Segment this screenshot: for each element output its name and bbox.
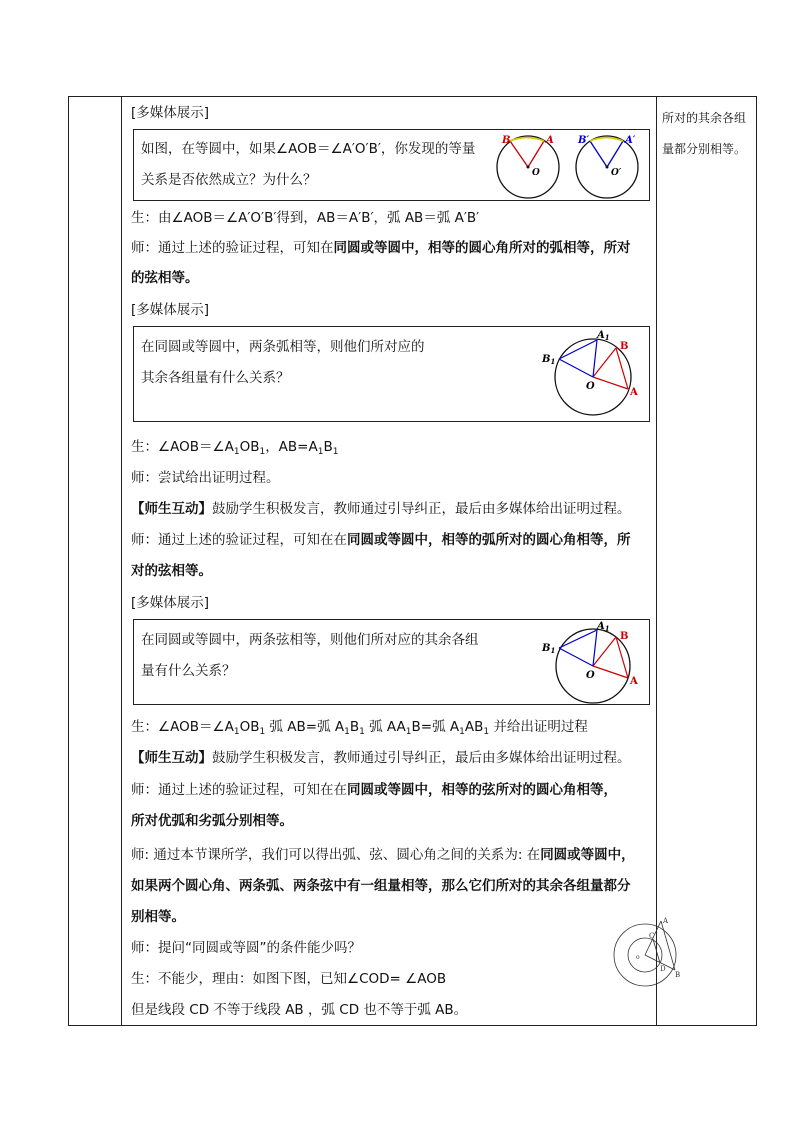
label-b: B xyxy=(675,971,681,979)
section1-box-line2: 关系是否依然成立？为什么？ xyxy=(141,172,317,188)
section1-student: 生：由∠AOB＝∠A′O′B′得到，AB＝A′B′，弧 AB＝弧 A′B′ xyxy=(131,210,480,226)
label-o: O xyxy=(586,381,595,392)
label-a1: $A_1$ xyxy=(597,330,610,342)
label-a: A xyxy=(630,676,638,687)
equal-circles-figure xyxy=(492,132,648,200)
label-b1: $B_1$ xyxy=(542,354,556,366)
summary-line2: 如果两个圆心角、两条弧、两条弦中有一组量相等，那么它们所对的其余各组量都分 xyxy=(131,878,631,894)
section2-box xyxy=(133,326,650,422)
label-o: O xyxy=(532,168,540,178)
label-o: o xyxy=(636,954,640,961)
line-ab xyxy=(661,921,675,970)
side-note: 所对的其余各组量都分别相等。 xyxy=(662,111,747,156)
lesson-table xyxy=(68,96,757,1026)
oa xyxy=(593,377,628,389)
label-b: B xyxy=(620,631,629,642)
label-d: D xyxy=(660,965,666,973)
label-a-prime: A′ xyxy=(625,135,636,146)
oa xyxy=(593,666,628,678)
ob1 xyxy=(559,648,593,666)
section2-box-line1: 在同圆或等圆中，两条弧相等，则他们所对应的 xyxy=(141,339,425,355)
teacher-bold: 同圆或等圆中，相等的圆心角所对的弧相等，所对 xyxy=(333,240,631,256)
label-o-prime: O′ xyxy=(611,168,622,178)
oa1 xyxy=(593,340,597,377)
section1-header: [多媒体展示] xyxy=(131,105,210,121)
section3-box-line1: 在同圆或等圆中，两条弦相等，则他们所对应的其余各组 xyxy=(141,632,479,648)
oa1 xyxy=(593,630,597,666)
section1-box-line1: 如图，在等圆中，如果∠AOB＝∠A′O′B′，你发现的等量 xyxy=(141,141,476,157)
column-divider-left xyxy=(121,97,122,1025)
label-b1: $B_1$ xyxy=(542,643,556,655)
summary-line1: 师: 通过本节课所学，我们可以得出弧、弦、圆心角之间的关系为: 在同圆或等圆中， xyxy=(131,847,635,863)
ob xyxy=(593,348,616,377)
ob xyxy=(593,637,616,666)
section3-header: [多媒体展示] xyxy=(131,595,210,611)
radius-ob-prime xyxy=(590,141,607,167)
section3-box-line2: 量有什么关系？ xyxy=(141,663,236,679)
section3-teacher-line1: 师：通过上述的验证过程，可知在在同圆或等圆中，相等的弦所对的圆心角相等， xyxy=(131,782,617,798)
section2-student: 生：$\angle AOB=\angle A_1OB_1$，$AB=A_1B_1$ xyxy=(131,439,339,457)
radius-ob xyxy=(510,141,528,167)
section1-box xyxy=(133,129,650,201)
section2-header: [多媒体展示] xyxy=(131,302,210,318)
section3-box xyxy=(133,619,650,705)
section3-interact: 【师生互动】鼓励学生积极发言，教师通过引导纠正，最后由多媒体给出证明过程。 xyxy=(131,750,631,766)
a1b1-chord xyxy=(559,340,597,359)
radius-oa xyxy=(528,141,544,167)
answer-line: 生：不能少，理由：如图下图，已知∠COD= ∠AOB xyxy=(131,971,447,987)
section3-student: 生：$\angle AOB=\angle A_1OB_1$ 弧 AB=弧 $A_1B_1$ 弧 $AA_1B=$弧 $A_1AB_1$ 并给出证明过程 xyxy=(131,719,588,737)
section2-interact: 【师生互动】鼓励学生积极发言，教师通过引导纠正，最后由多媒体给出证明过程。 xyxy=(131,501,631,517)
conclusion-line: 但是线段 CD 不等于线段 AB ，弧 CD 也不等于弧 AB。 xyxy=(131,1002,468,1018)
arc-figure xyxy=(542,329,646,419)
section2-box-line2: 其余各组量有什么关系？ xyxy=(141,370,290,386)
concentric-circles-figure xyxy=(609,914,689,989)
section3-teacher-line2: 所对优弧和劣弧分别相等。 xyxy=(131,813,293,829)
section2-teacher1: 师：尝试给出证明过程。 xyxy=(131,470,280,486)
label-a: A xyxy=(546,135,554,146)
question-line: 师：提问“同圆或等圆”的条件能少吗？ xyxy=(131,940,361,956)
column-divider-right xyxy=(656,97,657,1025)
label-a: A xyxy=(630,387,638,398)
ob1 xyxy=(559,359,593,377)
section2-teacher2-line1: 师：通过上述的验证过程，可知在在同圆或等圆中，相等的弧所对的圆心角相等，所 xyxy=(131,532,631,548)
center-o-prime xyxy=(606,166,609,169)
radius-oa-prime xyxy=(607,141,623,167)
center-o xyxy=(527,166,530,169)
label-a: A xyxy=(663,917,669,925)
label-b: B xyxy=(620,341,629,352)
ab-chord xyxy=(616,348,628,389)
teacher-prefix: 师：通过上述的验证过程，可知在 xyxy=(131,240,334,256)
section2-teacher2-line2: 对的弦相等。 xyxy=(131,563,212,579)
chord-figure xyxy=(542,620,646,706)
label-b: B xyxy=(502,135,511,146)
section1-teacher-line2: 的弦相等。 xyxy=(131,270,199,286)
summary-line3: 别相等。 xyxy=(131,909,185,925)
label-a1: $A_1$ xyxy=(597,621,610,633)
label-c: C xyxy=(649,932,655,940)
section1-teacher-line1 xyxy=(131,238,631,258)
label-o: O xyxy=(586,670,595,681)
label-b-prime: B′ xyxy=(578,135,590,146)
